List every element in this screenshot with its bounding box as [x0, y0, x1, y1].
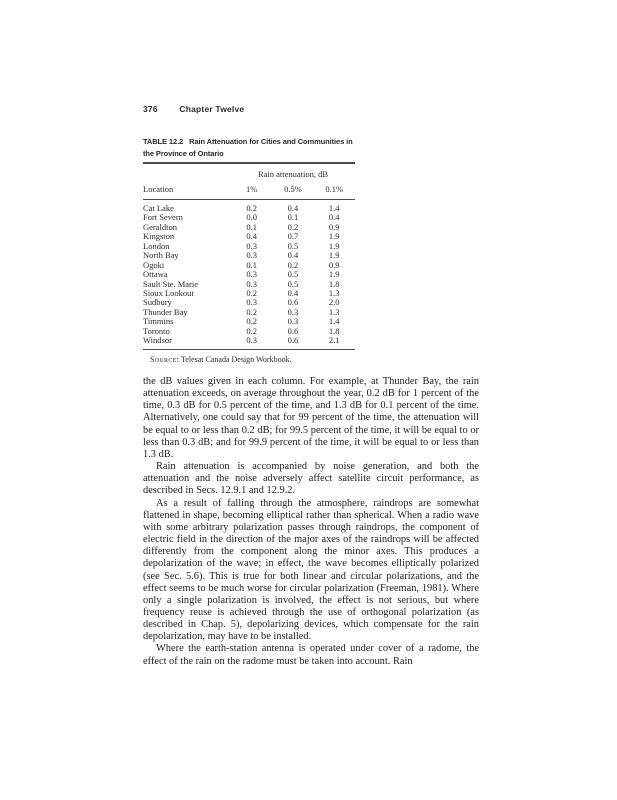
- location-cell: Sudbury: [143, 297, 172, 308]
- location-cell: Toronto: [143, 325, 170, 336]
- value-cell: 0.4: [246, 231, 257, 242]
- location-cell: Kingston: [143, 231, 175, 242]
- table-title: [143, 136, 355, 159]
- value-cell: 0.3: [287, 306, 299, 317]
- value-cell: 0.3: [246, 240, 257, 251]
- table-spanner-header: Rain attenuation, dB: [257, 169, 329, 179]
- value-cell: 0.3: [246, 297, 257, 308]
- value-cell: 0.2: [246, 316, 257, 327]
- table-title-text: Rain Attenuation for Cities and Communities in the Province of Ontario: [143, 137, 353, 158]
- value-cell: 1.9: [328, 269, 340, 280]
- table-column-headers: [143, 184, 355, 199]
- value-cell: 0.2: [246, 203, 257, 213]
- location-cell: Thunder Bay: [143, 306, 188, 317]
- value-cell: 1.9: [328, 250, 340, 261]
- value-cell: 0.2: [287, 259, 299, 270]
- value-cell: 0.6: [287, 325, 299, 336]
- body-paragraph: the dB values given in each column. For example, at Thunder Bay, the rain attenuation exceeds, on average throughout the year, 0.2 dB for 1 percent of the time, 0.3 dB for 0.5 percent of the time, and 1.3 dB for 0.1 percent of the time. Alternatively, one could say that for 99 percent of the time, the attenuation will be equal to or less than 0.2 dB; for 99.5 percent of the time, it will be equal to or less than 0.3 dB; and for 99.9 percent of the time, it will be equal to or less than 1.3 dB.: [143, 376, 479, 460]
- source-text: Telesat Canada Design Workbook.: [180, 354, 292, 364]
- column-header-location: Location: [143, 184, 174, 194]
- running-head: [143, 104, 244, 114]
- value-cell: 2.1: [328, 335, 340, 346]
- value-cell: 2.0: [328, 297, 340, 308]
- source-label: Source:: [150, 354, 180, 364]
- value-cell: 1.9: [328, 240, 340, 251]
- value-cell: 0.0: [246, 212, 257, 223]
- location-cell: Ogoki: [143, 259, 165, 270]
- value-cell: 0.5: [287, 278, 299, 289]
- value-cell: 0.3: [246, 335, 257, 346]
- value-cell: 0.1: [246, 221, 257, 232]
- value-cell: 1.9: [328, 231, 340, 242]
- table-bottom-rule: [143, 349, 355, 350]
- value-cell: 1.8: [328, 278, 340, 289]
- location-cell: Sault Ste. Marie: [143, 278, 199, 289]
- column-header-1pct: 1%: [245, 184, 258, 194]
- table-top-rule: [143, 162, 355, 164]
- value-cell: 1.4: [328, 203, 340, 213]
- value-cell: 0.3: [246, 278, 257, 289]
- value-cell: 0.9: [328, 259, 340, 270]
- location-cell: Windsor: [143, 335, 172, 346]
- page-number: 376: [143, 104, 158, 114]
- value-cell: 0.1: [287, 212, 299, 223]
- value-cell: 0.2: [287, 221, 299, 232]
- rain-attenuation-table: [143, 136, 355, 364]
- table-source-note: [143, 355, 355, 364]
- value-cell: 0.4: [287, 250, 299, 261]
- location-cell: Sioux Lookout: [143, 287, 194, 298]
- value-cell: 0.1: [246, 259, 257, 270]
- location-cell: Timmins: [143, 316, 174, 327]
- table-row: [143, 336, 355, 345]
- value-cell: 0.9: [328, 221, 340, 232]
- location-cell: North Bay: [143, 250, 179, 261]
- location-cell: Fort Severn: [143, 212, 183, 223]
- value-cell: 0.3: [246, 269, 257, 280]
- location-cell: Geraldton: [143, 221, 177, 232]
- value-cell: 0.2: [246, 325, 257, 336]
- value-cell: 0.4: [328, 212, 340, 223]
- location-cell: Ottawa: [143, 269, 168, 280]
- value-cell: 0.4: [287, 287, 299, 298]
- table-rows: [143, 200, 355, 349]
- table-label: TABLE 12.2: [143, 137, 184, 146]
- value-cell: 0.6: [287, 335, 299, 346]
- value-cell: 0.6: [287, 297, 299, 308]
- value-cell: 0.5: [287, 240, 299, 251]
- chapter-title: Chapter Twelve: [179, 104, 245, 114]
- value-cell: 0.2: [246, 306, 257, 317]
- location-cell: Cat Lake: [143, 203, 174, 213]
- body-paragraph: Rain attenuation is accompanied by noise generation, and both the attenuation and the noise adversely affect satellite circuit performance, as described in Secs. 12.9.1 and 12.9.2.: [143, 461, 479, 497]
- value-cell: 1.3: [328, 287, 340, 298]
- body-paragraph: Where the earth-station antenna is operated under cover of a radome, the effect of the rain on the radome must be taken into account. Rain: [143, 643, 479, 667]
- location-cell: London: [143, 240, 170, 251]
- value-cell: 0.3: [246, 250, 257, 261]
- value-cell: 0.2: [246, 287, 257, 298]
- value-cell: 0.4: [287, 203, 299, 213]
- column-header-01pct: 0.1%: [325, 184, 344, 194]
- value-cell: 0.7: [287, 231, 299, 242]
- body-paragraph: As a result of falling through the atmosphere, raindrops are somewhat flattened in shape, becoming elliptical rather than spherical. When a radio wave with some arbitrary polarization passes through raindrops, the component of electric field in the direction of the major axes of the raindrops will be affected differently from the component along the minor axes. This produces a depolarization of the wave; in effect, the wave becomes elliptically polarized (see Sec. 5.6). This is true for both linear and circular polarizations, and the effect seems to be much worse for circular polarization (Freeman, 1981). Where only a single polarization is involved, the effect is not serious, but where frequency reuse is achieved through the use of orthogonal polarization (as described in Chap. 5), depolarizing devices, which compensate for the rain depolarization, may have to be installed.: [143, 497, 479, 643]
- value-cell: 0.3: [287, 316, 299, 327]
- value-cell: 1.4: [328, 316, 340, 327]
- value-cell: 0.5: [287, 269, 299, 280]
- body-text: [143, 376, 479, 668]
- value-cell: 1.3: [328, 306, 340, 317]
- value-cell: 1.8: [328, 325, 340, 336]
- column-header-05pct: 0.5%: [284, 184, 302, 194]
